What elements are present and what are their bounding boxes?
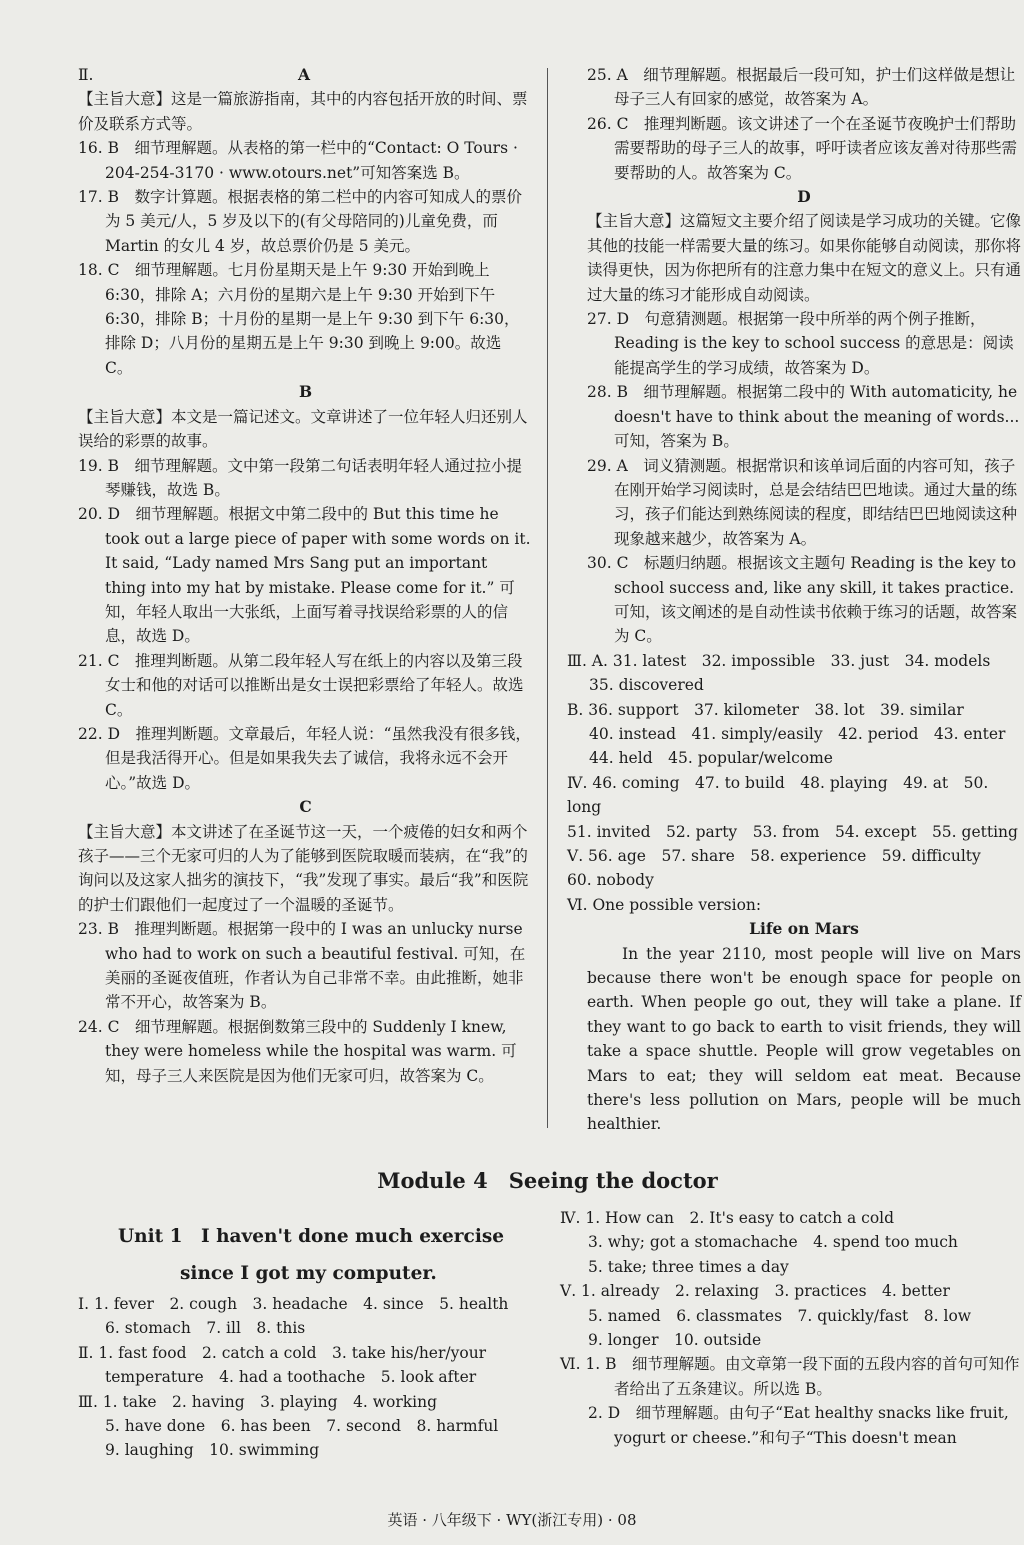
section-vi: Ⅵ. One possible version: (567, 895, 762, 914)
section-iii-b: B. 36. support 37. kilometer 38. lot 39. similar (567, 700, 964, 719)
module-title: Module 4 Seeing the doctor (377, 1168, 718, 1193)
answer-23: 23. B 推理判断题。根据第一段中的 I was an unlucky nurse who had to work on such a beautiful festival. 可知，在美丽的圣诞夜值班，作者认为自己非常不幸。由此推断，她非常不开心，故答案为 B。 (78, 920, 526, 1012)
unit1-i-line1: Ⅰ. 1. fever 2. cough 3. headache 4. since 5. health (78, 1295, 509, 1313)
section-iii-b-2: 40. instead 41. simply/easily 42. period 43. enter (589, 724, 1006, 743)
main-idea-b: 【主旨大意】本文是一篇记述文。文章讲述了一位年轻人归还别人误给的彩票的故事。 (78, 407, 528, 451)
answer-21: 21. C 推理判断题。从第二段年轻人写在纸上的内容以及第三段女士和他的对话可以推断出是女士误把彩票给了年轻人。故选 C。 (78, 651, 524, 719)
unit1-iii-line1: Ⅲ. 1. take 2. having 3. playing 4. working (78, 1392, 438, 1411)
answer-26: 26. C 推理判断题。该文讲述了一个在圣诞节夜晚护士们帮助需要帮助的母子三人的故事，呼吁读者应该友善对待那些需要帮助的人。故答案为 C。 (587, 114, 1018, 182)
page-footer: 英语 · 八年级下 · WY(浙江专用) · 08 (387, 1511, 637, 1529)
section-iii-a: Ⅲ. A. 31. latest 32. impossible 33. just 34. models (567, 651, 991, 670)
answer-22: 22. D 推理判断题。文章最后，年轻人说：“虽然我没有很多钱，但是我活得开心。但是如果我失去了诚信，我将永远不会开心。”故选 D。 (78, 724, 531, 792)
unit1-right-column (560, 1206, 1022, 1450)
left-column (78, 63, 533, 1088)
section-iii-a-2: 35. discovered (589, 676, 704, 695)
passage-a-label: A (298, 65, 311, 84)
section-iv-2: 51. invited 52. party 53. from 54. except 55. getting (567, 822, 1018, 841)
section-v-2: 60. nobody (567, 871, 654, 890)
essay-body: In the year 2110, most people will live on Mars because there won't be enough space for people on earth. When people go out, they will take a plane. If they want to go back to earth to visit friends, they will take a space shuttle. People will grow vegetables on Mars to eat; they will seldom eat meat. Because there's less pollution on Mars, people will be much healthier. (587, 944, 1021, 1134)
essay-title: Life on Mars (749, 919, 859, 939)
answer-29: 29. A 词义猜测题。根据常识和该单词后面的内容可知，孩子在刚开始学习阅读时，总是会结结巴巴地读。通过大量的练习，孩子们能达到熟练阅读的程度，即结结巴巴地阅读这种现象越来越少，故答案为 A。 (587, 456, 1018, 548)
passage-c-label: C (299, 797, 312, 817)
unit1-iv-line2: 3. why; got a stomachache 4. spend too much (588, 1233, 958, 1252)
unit1-v-line3: 9. longer 10. outside (588, 1331, 762, 1350)
answer-30: 30. C 标题归纳题。根据该文主题句 Reading is the key to school success and, like any skill, it takes practice. 可知，该文阐述的是自动性读书依赖于练习的话题，故答案为 C。 (587, 554, 1018, 646)
unit1-ii-line2: temperature 4. had a toothache 5. look after (105, 1368, 477, 1387)
section-ii-a-heading (78, 63, 533, 87)
roman-ii: Ⅱ. (78, 66, 94, 84)
unit1-iii-line3: 9. laughing 10. swimming (105, 1441, 320, 1460)
answer-18: 18. C 细节理解题。七月份星期天是上午 9:30 开始到晚上 6:30，排除 A；六月份的星期六是上午 9:30 开始到下午 6:30，排除 B；十月份的星期一是上午 9:30 到下午 6:30，排除 D；八月份的星期五是上午 9:30 到晚上 9:00。故选 C。 (78, 261, 520, 377)
unit1-iv-line3: 5. take; three times a day (588, 1257, 789, 1276)
answer-20: 20. D 细节理解题。根据文中第二段中的 But this time he took out a large piece of paper with some words on it. It said, “Lady named Mrs Sang put an important thing into my hat by mistake. Please come for it.” 可知，年轻人取出一大张纸，上面写着寻找误给彩票的人的信息，故选 D。 (78, 505, 531, 646)
passage-d-label: D (797, 187, 811, 207)
section-iii-b-3: 44. held 45. popular/welcome (589, 749, 833, 768)
passage-b-label: B (298, 382, 313, 402)
unit1-v-line1: Ⅴ. 1. already 2. relaxing 3. practices 4. better (560, 1282, 950, 1301)
answer-19: 19. B 细节理解题。文中第一段第二句话表明年轻人通过拉小提琴赚钱，故选 B。 (78, 456, 522, 499)
main-idea-c: 【主旨大意】本文讲述了在圣诞节这一天，一个疲倦的妇女和两个孩子——三个无家可归的人为了能够到医院取暖而装病，在“我”的询问以及这家人拙劣的演技下，“我”发现了事实。最后“我”和医院的护士们跟他们一起度过了一个温暖的圣诞节。 (78, 822, 529, 914)
column-divider (547, 68, 548, 1128)
main-idea-d: 【主旨大意】这篇短文主要介绍了阅读是学习成功的关键。它像其他的技能一样需要大量的练习。如果你能够自动阅读，那你将读得更快，因为你把所有的注意力集中在短文的意义上。只有通过大量的练习才能形成自动阅读。 (587, 212, 1022, 304)
answer-24: 24. C 细节理解题。根据倒数第三段中的 Suddenly I knew, they were homeless while the hospital was warm. 可知，母子三人来医院是因为他们无家可归，故答案为 C。 (78, 1017, 517, 1085)
unit1-vi-answer-1: Ⅵ. 1. B 细节理解题。由文章第一段下面的五段内容的首句可知作者给出了五条建议。所以选 B。 (560, 1355, 1020, 1398)
answer-27: 27. D 句意猜测题。根据第一段中所举的两个例子推断，Reading is the key to school success 的意思是：阅读能提高学生的学习成绩，故答案为 D。 (587, 310, 1014, 377)
unit-title-line2: since I got my computer. (180, 1263, 437, 1284)
answer-28: 28. B 细节理解题。根据第二段中的 With automaticity, he doesn't have to think about the meaning of words... 可知，答案为 B。 (587, 383, 1020, 451)
answer-25: 25. A 细节理解题。根据最后一段可知，护士们这样做是想让母子三人有回家的感觉，故答案为 A。 (587, 66, 1016, 109)
unit1-iv-line1: Ⅳ. 1. How can 2. It's easy to catch a cold (560, 1209, 895, 1227)
unit1-ii-line1: Ⅱ. 1. fast food 2. catch a cold 3. take his/her/your (78, 1343, 487, 1362)
right-column (567, 63, 1022, 1137)
unit1-v-line2: 5. named 6. classmates 7. quickly/fast 8. low (588, 1306, 972, 1325)
section-v: Ⅴ. 56. age 57. share 58. experience 59. difficulty (567, 847, 981, 865)
answer-16: 16. B 细节理解题。从表格的第一栏中的“Contact: O Tours · 204-254-3170 · www.otours.net”可知答案选 B。 (78, 139, 518, 182)
section-iv: Ⅳ. 46. coming 47. to build 48. playing 49. at 50. long (567, 773, 989, 817)
unit1-i-line2: 6. stomach 7. ill 8. this (105, 1319, 306, 1338)
unit1-left-column (78, 1218, 534, 1463)
unit1-vi-answer-2: 2. D 细节理解题。由句子“Eat healthy snacks like fruit, yogurt or cheese.”和句子“This doesn't mean (588, 1404, 1009, 1447)
unit1-iii-line2: 5. have done 6. has been 7. second 8. harmful (105, 1417, 499, 1436)
main-idea-a: 【主旨大意】这是一篇旅游指南，其中的内容包括开放的时间、票价及联系方式等。 (78, 90, 528, 133)
unit-title-line1: Unit 1 I haven't done much exercise (118, 1226, 505, 1247)
answer-17: 17. B 数字计算题。根据表格的第二栏中的内容可知成人的票价为 5 美元/人，5 岁及以下的(有父母陪同的)儿童免费，而 Martin 的女儿 4 岁，故总票价仍是 5 美元。 (78, 188, 522, 255)
